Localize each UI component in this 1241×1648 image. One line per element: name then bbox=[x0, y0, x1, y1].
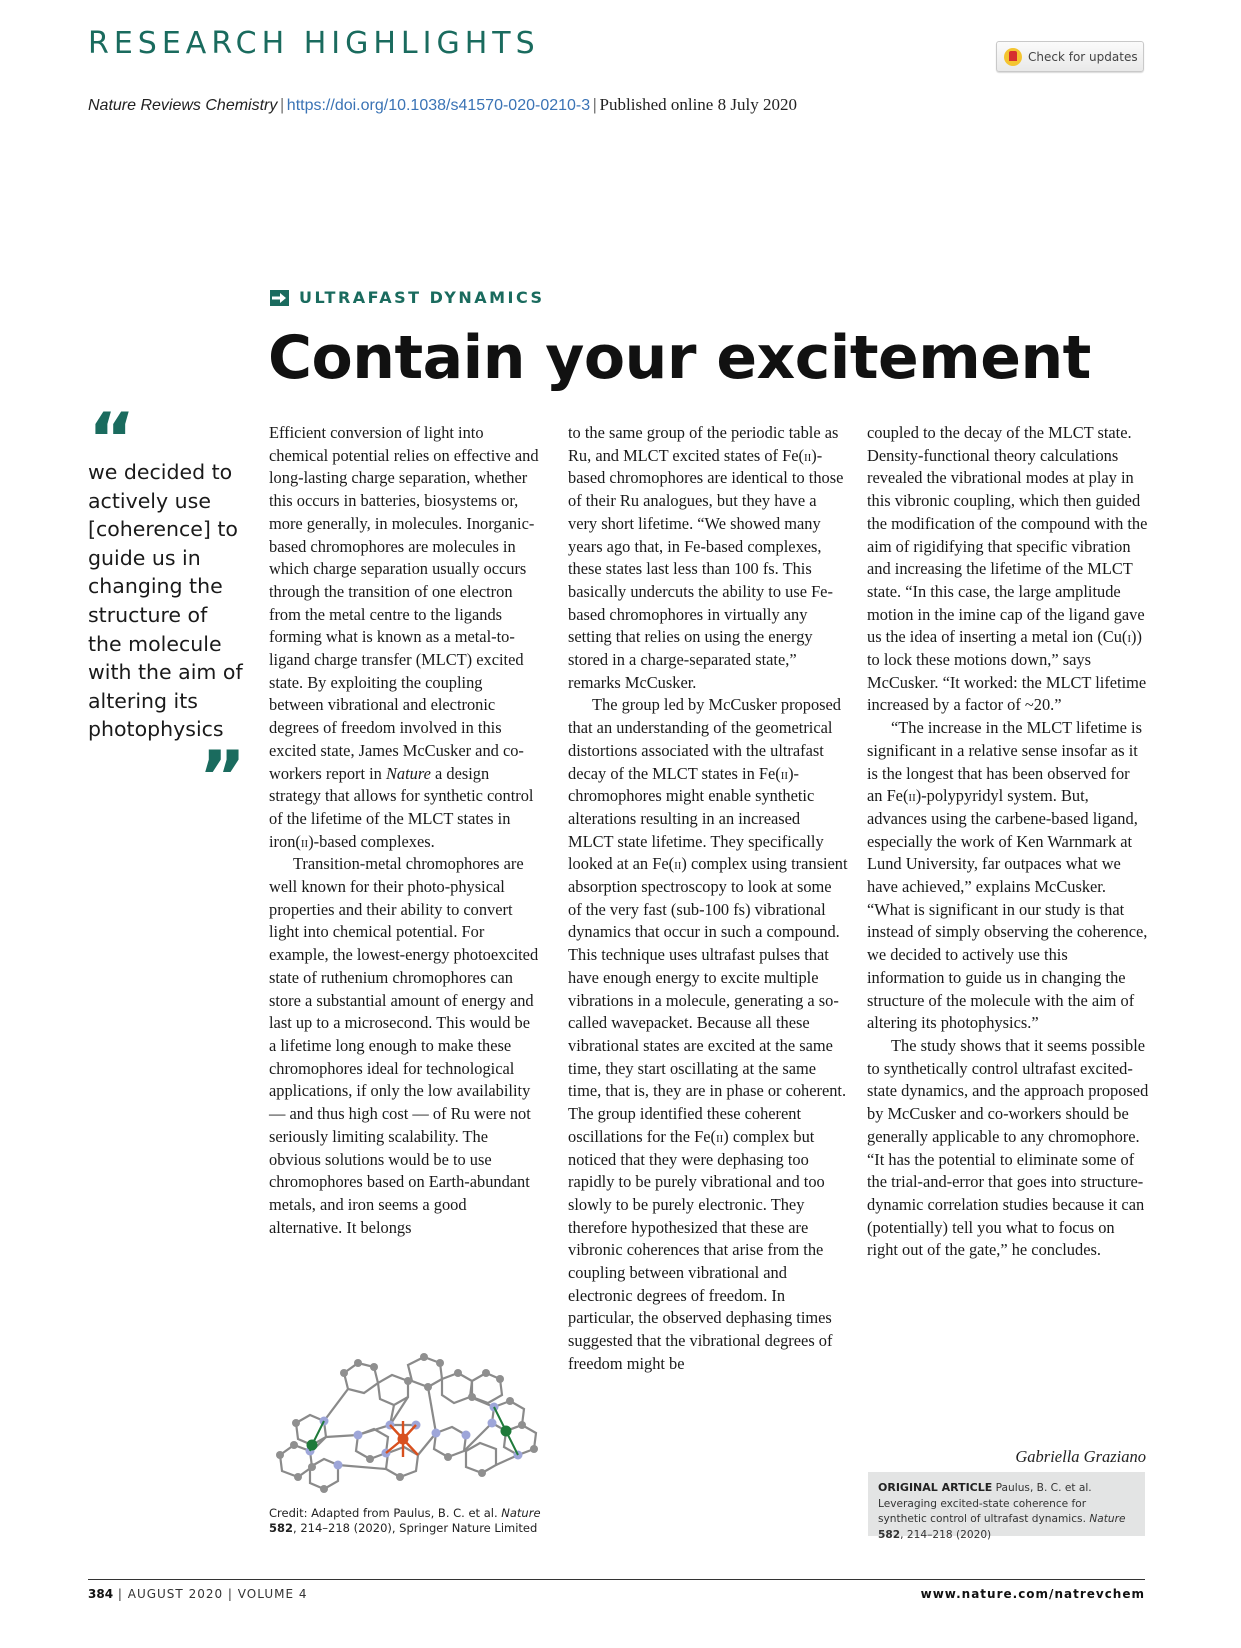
paragraph: “The increase in the MLCT lifetime is significant in a relative sense insofar as it is the longest that has been observed for an Fe(ii)-polypyridyl system. But, advances using the carbene-based ligand, especially the work of Ken Warnmark at Lund University, far outpaces what we have achieved,” explains McCusker. “What is significant in our study is that instead of simply observing the coherence, we decided to actively use this information to guide us in changing the structure of the molecule with the aim of altering its photophysics.” bbox=[867, 718, 1148, 1033]
original-article-box: ORIGINAL ARTICLE Paulus, B. C. et al. Leveraging excited-state coherence for synthetic control of ultrafast dynamics. Nature 582, 214–218 (2020) bbox=[868, 1472, 1145, 1536]
article-title: Contain your excitement bbox=[268, 323, 1091, 393]
article-meta: Nature Reviews Chemistry | https://doi.org/10.1038/s41570-020-0210-3 | Published online 8 July 2020 bbox=[88, 95, 797, 114]
section-header: RESEARCH HIGHLIGHTS bbox=[88, 26, 540, 61]
kicker-label: ULTRAFAST DYNAMICS bbox=[299, 288, 545, 307]
body-column-1 bbox=[269, 422, 539, 1239]
crossmark-icon bbox=[1004, 48, 1022, 66]
pull-quote bbox=[88, 397, 246, 819]
footer-divider bbox=[88, 1579, 1145, 1580]
arrow-right-icon bbox=[270, 290, 289, 306]
figure-credit: Credit: Adapted from Paulus, B. C. et al. Nature 582, 214–218 (2020), Springer Nature Limited bbox=[269, 1506, 541, 1535]
paragraph: to the same group of the periodic table as Ru, and MLCT excited states of Fe(ii)-based chromophores are identical to those of their Ru analogues, but they have a very short lifetime. “We showed many years ago that, in Fe-based complexes, these states last less than 100 fs. This basically undercuts the ability to use Fe-based chromophores in virtually any setting that relies on using the energy stored in a charge-separated state,” remarks McCusker. bbox=[568, 423, 844, 692]
author-name: Gabriella Graziano bbox=[1015, 1447, 1146, 1466]
doi-link[interactable]: https://doi.org/10.1038/s41570-020-0210-3 bbox=[286, 97, 591, 114]
page-number: 384 bbox=[88, 1587, 114, 1601]
paragraph: The study shows that it seems possible to synthetically control ultrafast excited-state dynamics, and the approach proposed by McCusker and co-workers should be generally applicable to any chromophore. “It has the potential to eliminate some of the trial-and-error that goes into structure-dynamic correlation studies because it can (potentially) tell you what to focus on right out of the gate,” he concludes. bbox=[867, 1035, 1149, 1260]
molecule-structure-figure bbox=[266, 1345, 544, 1505]
paragraph: coupled to the decay of the MLCT state. Density-functional theory calculations revealed the vibrational modes at play in this vibronic coupling, which then guided the modification of the compound with the aim of rigidifying that specific vibration and increasing the lifetime of the MLCT state. “In this case, the large amplitude motion in the imine cap of the ligand gave us the idea of inserting a metal ion (Cu(i)) to lock these motions down,” says McCusker. “It worked: the MLCT lifetime increased by a factor of ~20.” bbox=[867, 423, 1148, 715]
body-column-2 bbox=[568, 422, 848, 1376]
paragraph: Transition-metal chromophores are well known for their photo-physical properties and their ability to convert light into chemical potential. For example, the lowest-energy photoexcited state of ruthenium chromophores can store a substantial amount of energy and last up to a microsecond. This would be a lifetime long enough to make these chromophores ideal for technological applications, if only the low availability — and thus high cost — of Ru were not seriously limiting scalability. The obvious solutions would be to use chromophores based on Earth-abundant metals, and iron seems a good alternative. It belongs bbox=[269, 854, 539, 1237]
check-for-updates-button[interactable] bbox=[996, 41, 1144, 72]
footer-issue: 384 | AUGUST 2020 | VOLUME 4 bbox=[88, 1587, 308, 1601]
paragraph: The group led by McCusker proposed that an understanding of the geometrical distortions associated with the ultrafast decay of the MLCT states in Fe(ii)-chromophores might enable synthetic alterations resulting in an increased MLCT state lifetime. They specifically looked at an Fe(ii) complex using transient absorption spectroscopy to look at some of the very fast (sub-100 fs) vibrational dynamics that occur in such a compound. This technique uses ultrafast pulses that have enough energy to excite multiple vibrations in a molecule, generating a so-called wavepacket. Because all these vibrational states are excited at the same time, they start oscillating at the same time, that is, they are in phase or coherent. The group identified these coherent oscillations for the Fe(ii) complex but noticed that they were dephasing too rapidly to be purely vibrational and too slowly to be purely electronic. They therefore hypothesized that these are vibronic coherences that arise from the coupling between vibrational and electronic degrees of freedom. In particular, the observed dephasing times suggested that the vibrational degrees of freedom might be bbox=[568, 695, 848, 1373]
open-quote-icon: “ bbox=[88, 397, 136, 481]
published-date: Published online 8 July 2020 bbox=[599, 95, 797, 114]
journal-name: Nature Reviews Chemistry bbox=[88, 97, 278, 114]
paragraph: Efficient conversion of light into chemical potential relies on effective and long-lasting charge separation, whether this occurs in batteries, biosystems or, more generally, in molecules. Inorganic-based chromophores are molecules in which charge separation usually occurs through the transition of one electron from the metal centre to the ligands forming what is known as a metal-to-ligand charge transfer (MLCT) excited state. By exploiting the coupling between vibrational and electronic degrees of freedom involved in this excited state, James McCusker and co-workers report in Nature a design strategy that allows for synthetic control of the lifetime of the MLCT states in iron(ii)-based complexes. bbox=[269, 423, 539, 851]
original-article-label: ORIGINAL ARTICLE bbox=[878, 1481, 993, 1494]
close-quote-icon: ” bbox=[198, 734, 246, 819]
footer-url[interactable]: www.nature.com/natrevchem bbox=[920, 1587, 1145, 1601]
body-column-3 bbox=[867, 422, 1149, 1262]
article-kicker bbox=[270, 288, 545, 307]
pull-quote-text: we decided to actively use [coherence] to guide us in changing the structure of the molecule with the aim of altering its photophysics bbox=[88, 460, 243, 742]
check-for-updates-label: Check for updates bbox=[1028, 49, 1138, 64]
